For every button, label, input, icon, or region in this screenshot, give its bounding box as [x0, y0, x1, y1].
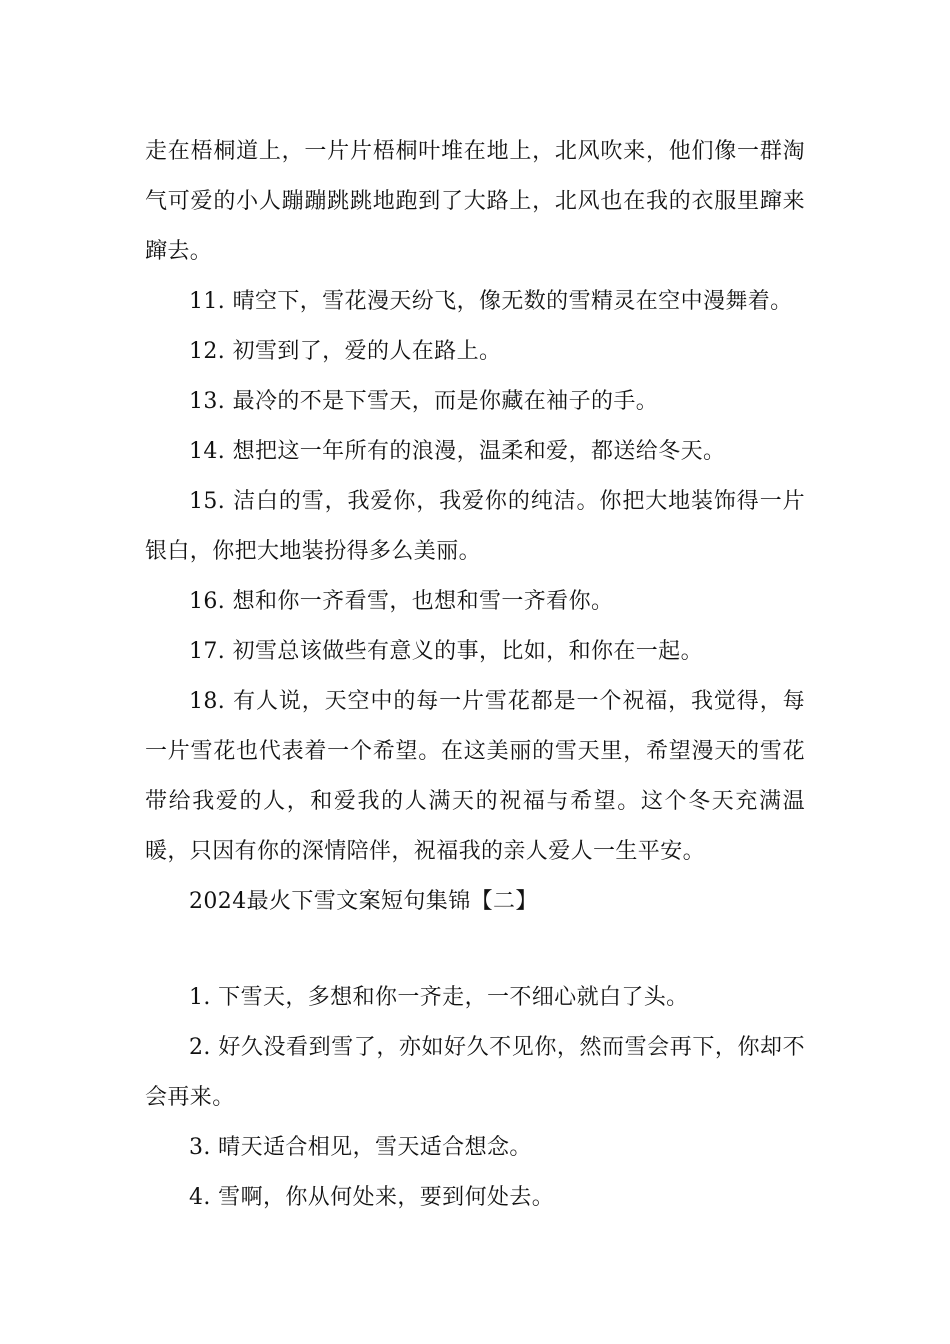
list-item-2: 2. 好久没看到雪了，亦如好久不见你，然而雪会再下，你却不会再来。	[145, 1035, 805, 1110]
list-item-17: 17. 初雪总该做些有意义的事，比如，和你在一起。	[189, 639, 703, 664]
list-item-15: 15. 洁白的雪，我爱你，我爱你的纯洁。你把大地装饰得一片银白，你把大地装扮得多么美丽。	[145, 489, 805, 564]
section-spacer	[145, 927, 805, 973]
list-item-4: 4. 雪啊，你从何处来，要到何处去。	[189, 1185, 555, 1210]
list-item-18: 18. 有人说，天空中的每一片雪花都是一个祝福，我觉得，每一片雪花也代表着一个希望。在这美丽的雪天里，希望漫天的雪花带给我爱的人，和爱我的人满天的祝福与希望。这个冬天充满温暖，只因有你的深情陪伴，祝福我的亲人爱人一生平安。	[145, 689, 805, 864]
document-body	[145, 127, 805, 1223]
list-item-11: 11. 晴空下，雪花漫天纷飞，像无数的雪精灵在空中漫舞着。	[189, 289, 793, 314]
section-heading: 2024最火下雪文案短句集锦【二】	[189, 889, 538, 914]
list-item-1: 1. 下雪天，多想和你一齐走，一不细心就白了头。	[189, 985, 689, 1010]
list-item-14: 14. 想把这一年所有的浪漫，温柔和爱，都送给冬天。	[189, 439, 726, 464]
list-item-3: 3. 晴天适合相见，雪天适合想念。	[189, 1135, 532, 1160]
list-item-13: 13. 最冷的不是下雪天，而是你藏在袖子的手。	[189, 389, 659, 414]
list-item-12: 12. 初雪到了，爱的人在路上。	[189, 339, 502, 364]
paragraph-continuation: 走在梧桐道上，一片片梧桐叶堆在地上，北风吹来，他们像一群淘气可爱的小人蹦蹦跳跳地跑到了大路上，北风也在我的衣服里蹿来蹿去。	[145, 139, 805, 264]
list-item-16: 16. 想和你一齐看雪，也想和雪一齐看你。	[189, 589, 614, 614]
